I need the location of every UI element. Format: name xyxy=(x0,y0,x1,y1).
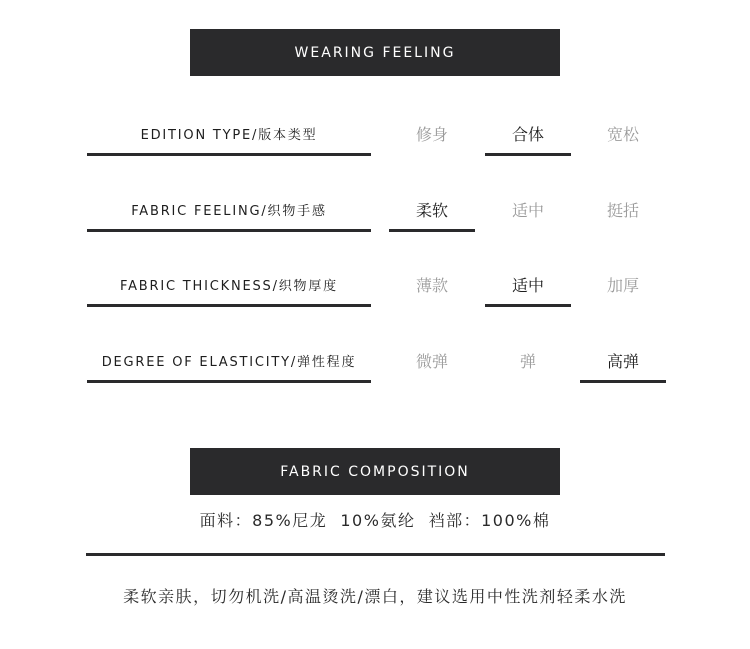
label-underline xyxy=(87,229,371,232)
option[interactable]: 适中 xyxy=(511,200,544,220)
option[interactable]: 弹 xyxy=(519,351,536,371)
attribute-label: FABRIC THICKNESS/织物厚度 xyxy=(120,278,338,294)
attribute-row-edition-type xyxy=(0,111,750,171)
attribute-label: DEGREE OF ELASTICITY/弹性程度 xyxy=(101,354,357,370)
option[interactable]: 合体 xyxy=(485,111,571,155)
option[interactable]: 修身 xyxy=(415,124,448,144)
fabric-composition-banner xyxy=(190,448,560,495)
option[interactable]: 微弹 xyxy=(415,351,448,371)
label-underline xyxy=(87,153,371,156)
attribute-label: EDITION TYPE/版本类型 xyxy=(140,127,318,143)
option[interactable]: 薄款 xyxy=(415,275,448,295)
attribute-row-fabric-feeling xyxy=(0,187,750,247)
option[interactable]: 加厚 xyxy=(606,275,639,295)
composition-text: 面料：85%尼龙 10%氨纶 裆部：100%棉 xyxy=(199,511,551,530)
label-underline xyxy=(87,304,371,307)
attribute-label: FABRIC FEELING/织物手感 xyxy=(131,203,327,219)
attribute-row-elasticity xyxy=(0,338,750,398)
option[interactable]: 宽松 xyxy=(606,124,639,144)
option[interactable]: 挺括 xyxy=(606,200,639,220)
attribute-row-fabric-thickness xyxy=(0,262,750,322)
option[interactable]: 柔软 xyxy=(389,187,475,231)
wearing-feeling-title: WEARING FEELING xyxy=(294,44,456,61)
section-divider xyxy=(86,553,665,556)
option[interactable]: 高弹 xyxy=(580,338,666,382)
label-underline xyxy=(87,380,371,383)
care-instructions: 柔软亲肤，切勿机洗/高温烫洗/漂白，建议选用中性洗剂轻柔水洗 xyxy=(123,587,627,606)
wearing-feeling-banner xyxy=(190,29,560,76)
fabric-composition-title: FABRIC COMPOSITION xyxy=(280,463,470,480)
option[interactable]: 适中 xyxy=(485,262,571,306)
